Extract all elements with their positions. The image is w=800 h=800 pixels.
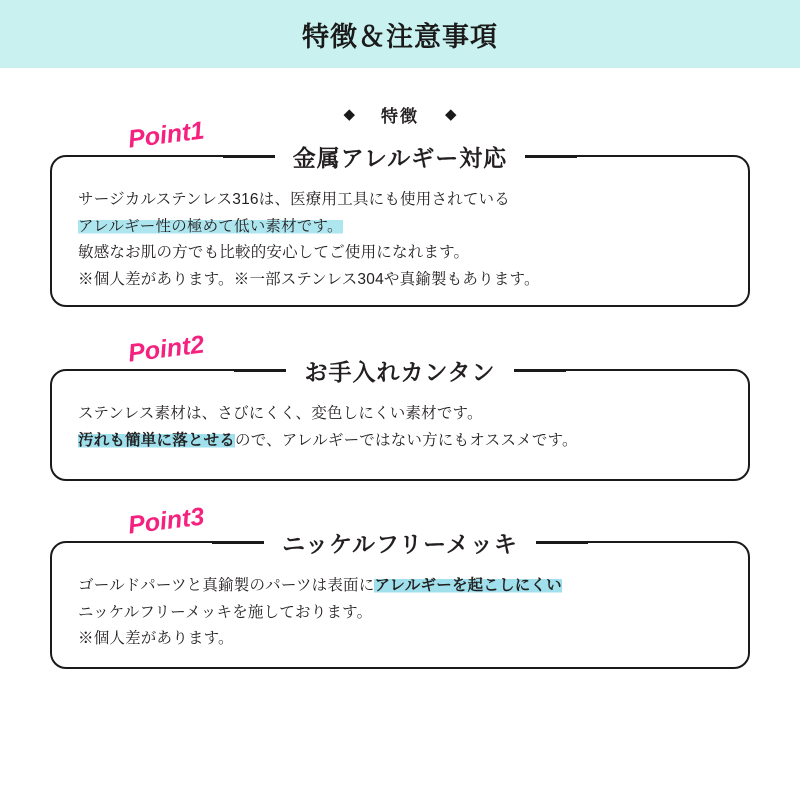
page-title: 特徴＆注意事項 <box>302 21 498 52</box>
body-line: ※個人差があります。※一部ステンレス304や真鍮製もあります。 <box>78 270 540 288</box>
point-badge-3: Point3 <box>126 502 206 540</box>
title-rule-right-3 <box>536 541 588 544</box>
point-card-body-1 <box>78 187 722 294</box>
diamond-right-icon: ◆ <box>445 106 457 123</box>
point-badge-1: Point1 <box>126 116 206 154</box>
diamond-left-icon: ◆ <box>343 106 355 123</box>
highlighted-text: 汚れも簡単に落とせる <box>78 431 236 449</box>
point-card-body-2 <box>78 401 722 454</box>
point-card-title-2: お手入れカンタン <box>286 354 513 387</box>
point-card-body-3 <box>78 573 722 653</box>
point-card-1 <box>50 145 750 307</box>
section-heading-label: 特徴 <box>381 107 419 126</box>
page-header-banner <box>0 0 800 68</box>
body-line: 汚れも簡単に落とせるので、アレルギーではない方にもオススメです。 <box>78 431 578 449</box>
point-badge-2: Point2 <box>126 330 206 368</box>
point-card-2 <box>50 359 750 481</box>
highlighted-text: アレルギーを起こしにくい <box>374 577 562 594</box>
section-heading <box>0 102 800 127</box>
body-line: 敏感なお肌の方でも比較的安心してご使用になれます。 <box>78 244 470 262</box>
body-line: ニッケルフリーメッキを施しております。 <box>78 603 373 621</box>
title-rule-right-2 <box>514 369 566 372</box>
title-rule-left-1 <box>223 155 275 158</box>
point-card-3 <box>50 531 750 669</box>
title-rule-right-1 <box>525 155 577 158</box>
point-card-title-3: ニッケルフリーメッキ <box>264 526 536 559</box>
body-line: ステンレス素材は、さびにくく、変色しにくい素材です。 <box>78 405 483 422</box>
title-rule-left-3 <box>212 541 264 544</box>
point-card-title-1: 金属アレルギー対応 <box>275 140 526 173</box>
title-rule-left-2 <box>234 369 286 372</box>
body-line: ゴールドパーツと真鍮製のパーツは表面にアレルギーを起こしにくい <box>78 577 562 594</box>
point-block-2 <box>50 330 750 481</box>
body-line: サージカルステンレス316は、医療用工具にも使用されている <box>78 191 510 208</box>
highlighted-text: アレルギー性の極めて低い素材です。 <box>78 217 343 235</box>
body-line <box>78 214 722 241</box>
point-block-3 <box>50 502 750 669</box>
body-line: ※個人差があります。 <box>78 630 234 648</box>
